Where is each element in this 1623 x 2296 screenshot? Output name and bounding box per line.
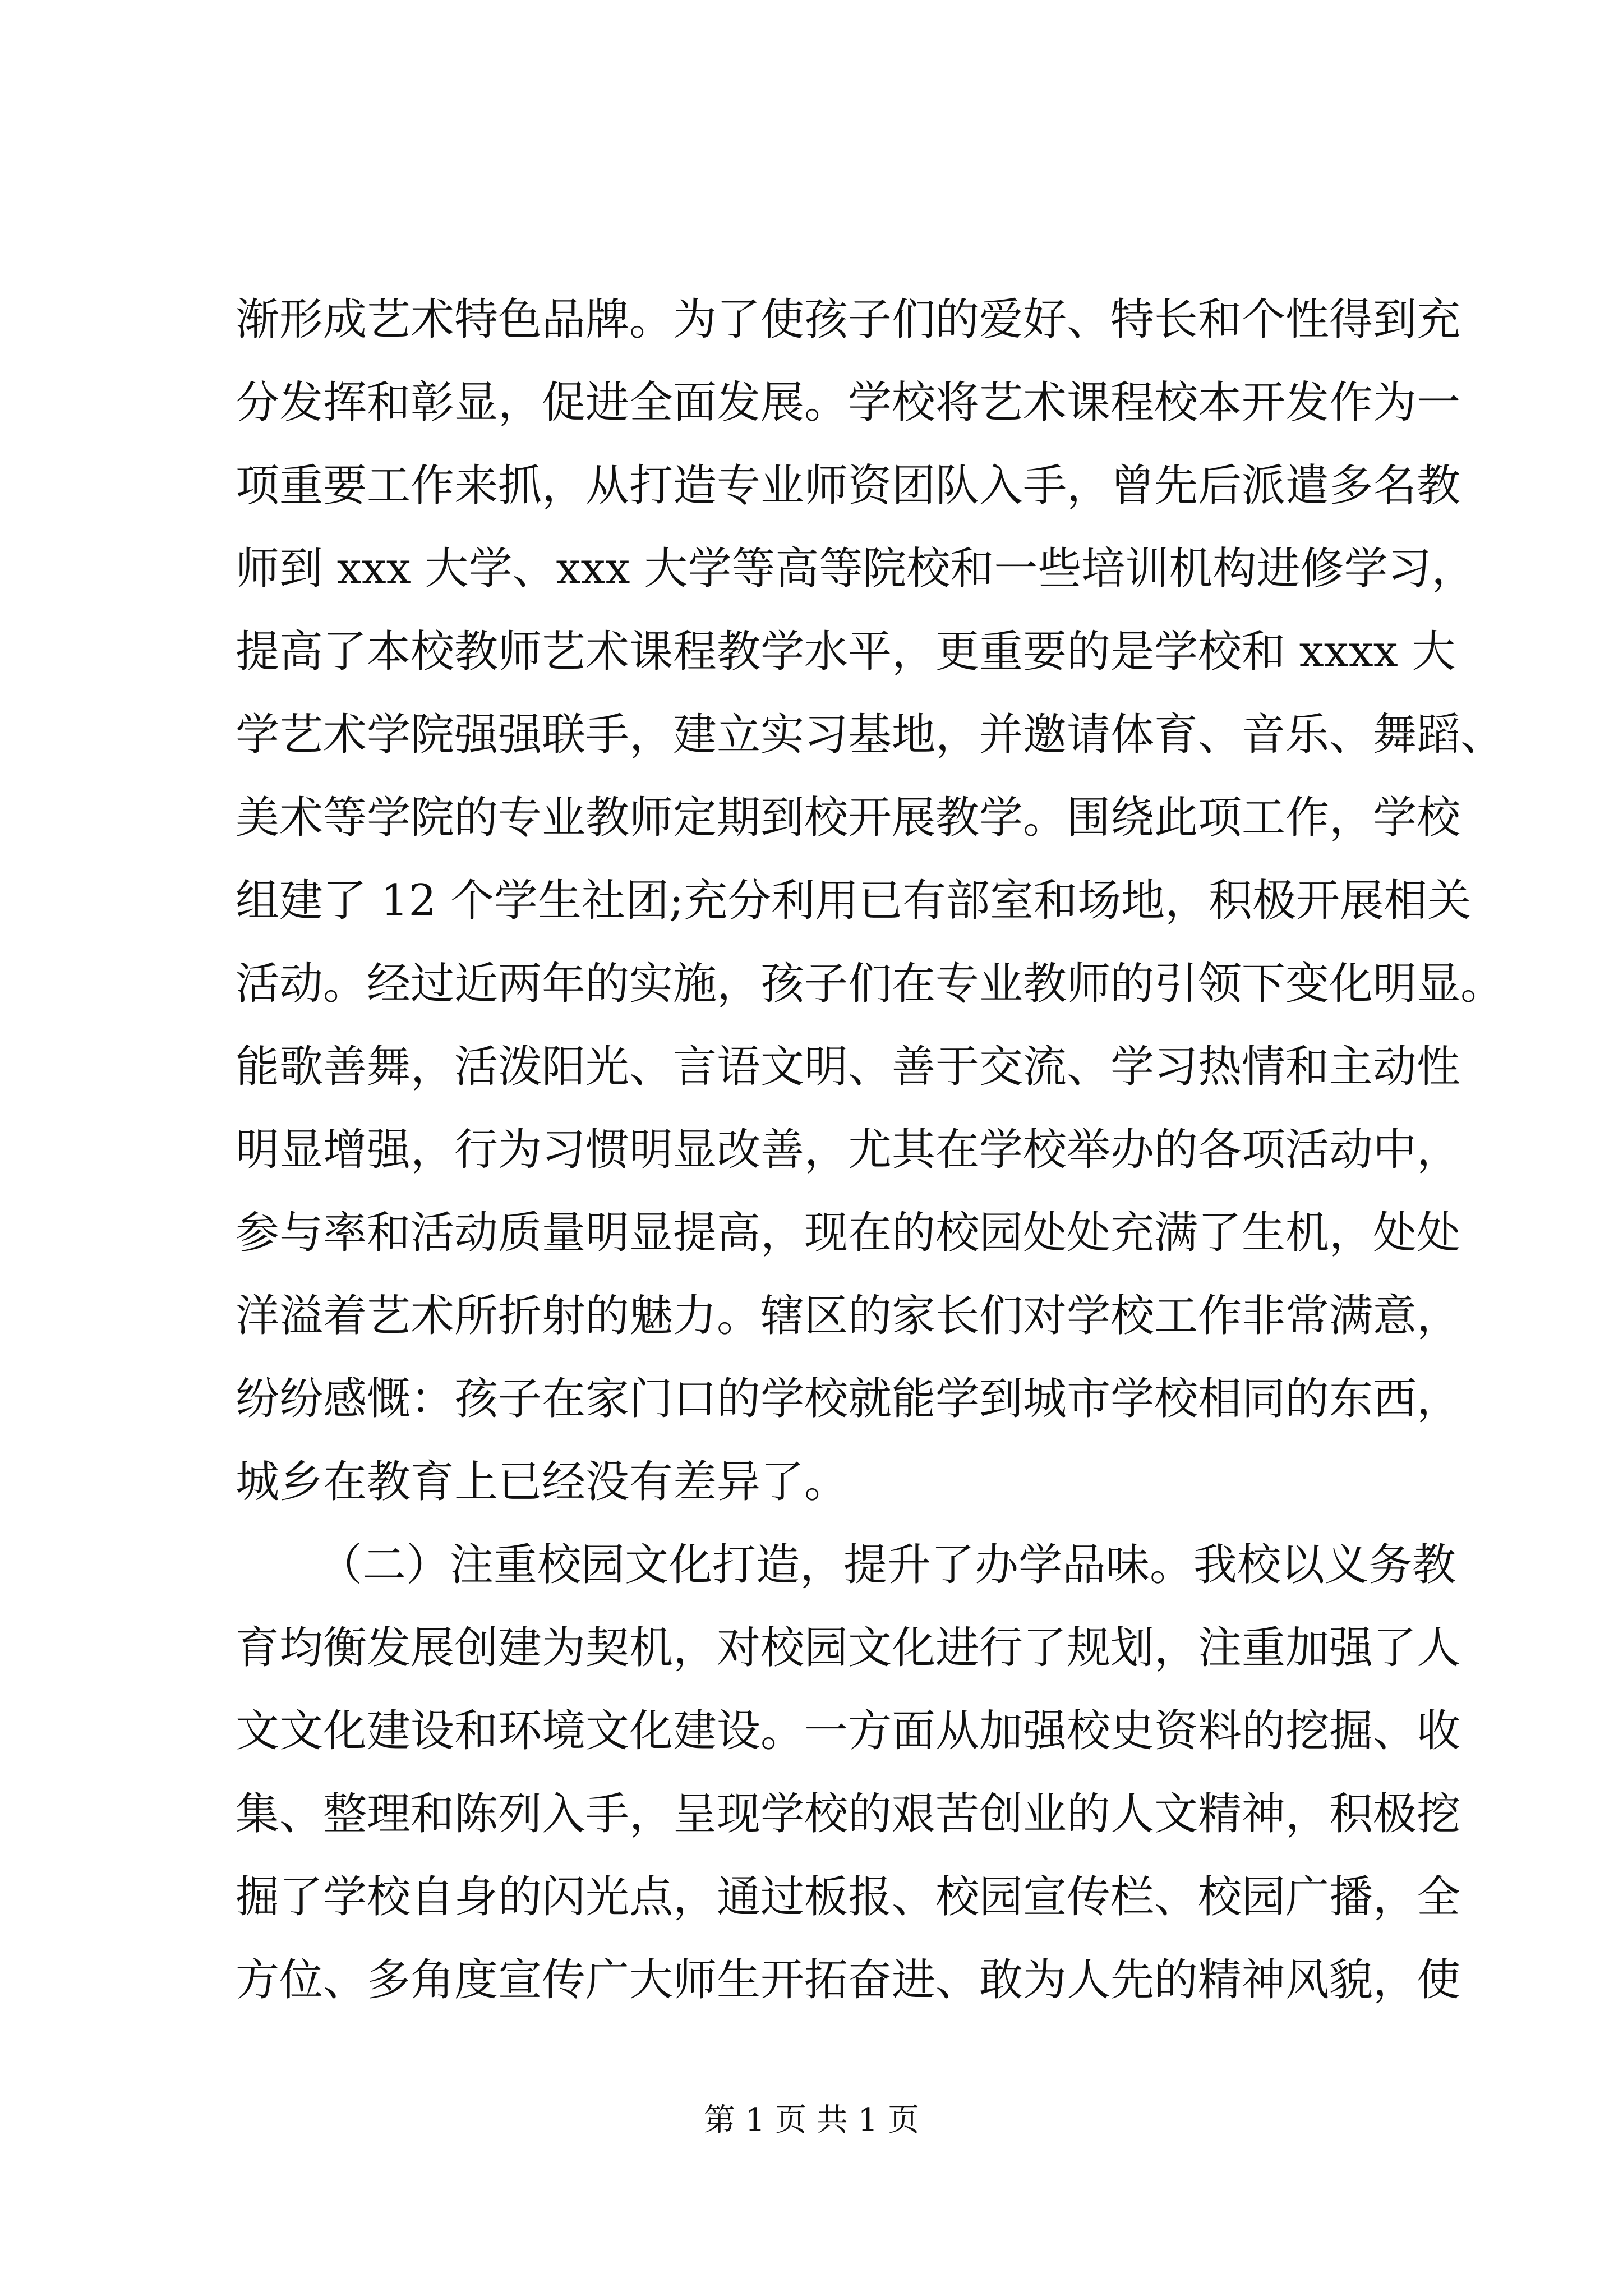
text-line: 提高了本校教师艺术课程教学水平，更重要的是学校和 xxxx 大 <box>236 627 1456 677</box>
text-line: 城乡在教育上已经没有差异了。 <box>236 1457 849 1507</box>
text-line: 学艺术学院强强联手，建立实习基地，并邀请体育、音乐、舞蹈、 <box>236 710 1505 760</box>
text-line: 育均衡发展创建为契机，对校园文化进行了规划，注重加强了人 <box>236 1623 1461 1673</box>
text-line: 参与率和活动质量明显提高，现在的校园处处充满了生机，处处 <box>236 1208 1461 1258</box>
text-line: 掘了学校自身的闪光点，通过板报、校园宣传栏、校园广播，全 <box>236 1872 1461 1922</box>
text-line: 美术等学院的专业教师定期到校开展教学。围绕此项工作，学校 <box>236 793 1461 843</box>
page-footer: 第 1 页 共 1 页 <box>703 2102 920 2138</box>
text-line: 集、整理和陈列入手，呈现学校的艰苦创业的人文精神，积极挖 <box>236 1789 1461 1839</box>
text-line: 纷纷感慨：孩子在家门口的学校就能学到城市学校相同的东西， <box>236 1374 1461 1424</box>
text-line: （二）注重校园文化打造，提升了办学品味。我校以义务教 <box>319 1540 1456 1590</box>
text-line: 渐形成艺术特色品牌。为了使孩子们的爱好、特长和个性得到充 <box>236 295 1461 345</box>
text-line: 方位、多角度宣传广大师生开拓奋进、敢为人先的精神风貌，使 <box>236 1955 1461 2005</box>
text-line: 能歌善舞，活泼阳光、言语文明、善于交流、学习热情和主动性 <box>236 1042 1461 1092</box>
text-line: 项重要工作来抓，从打造专业师资团队入手，曾先后派遣多名教 <box>236 461 1461 511</box>
text-line: 文文化建设和环境文化建设。一方面从加强校史资料的挖掘、收 <box>236 1706 1461 1756</box>
text-line: 活动。经过近两年的实施，孩子们在专业教师的引领下变化明显。 <box>236 959 1505 1009</box>
text-line: 师到 xxx 大学、xxx 大学等高等院校和一些培训机构进修学习， <box>236 544 1476 594</box>
text-line: 明显增强，行为习惯明显改善，尤其在学校举办的各项活动中， <box>236 1125 1461 1175</box>
text-line: 分发挥和彰显，促进全面发展。学校将艺术课程校本开发作为一 <box>236 378 1461 428</box>
text-line: 洋溢着艺术所折射的魅力。辖区的家长们对学校工作非常满意， <box>236 1291 1461 1341</box>
text-line: 组建了 12 个学生社团;充分利用已有部室和场地，积极开展相关 <box>236 876 1472 926</box>
